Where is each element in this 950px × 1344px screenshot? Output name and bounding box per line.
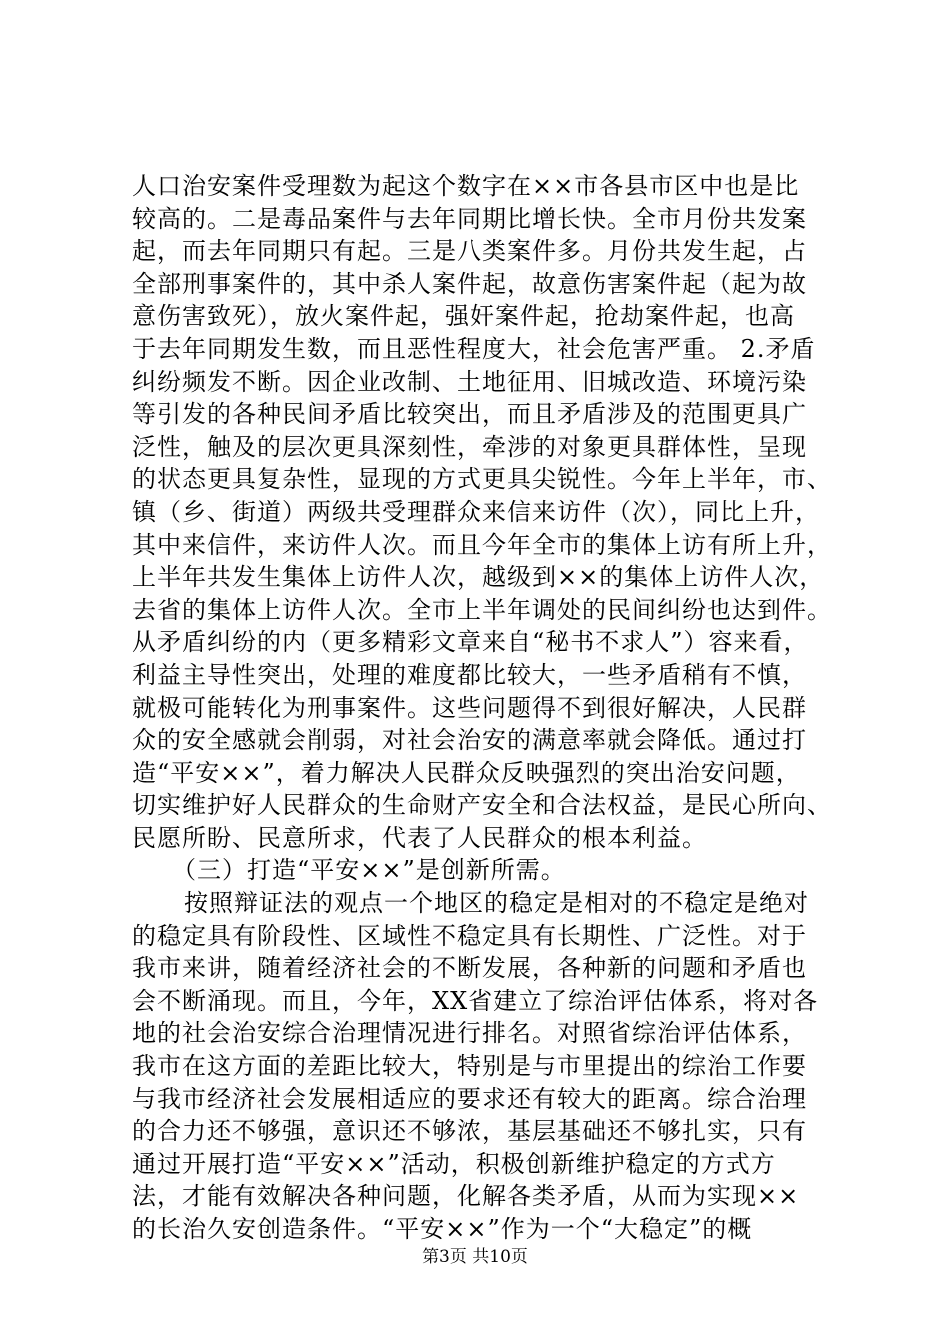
text-line: 切实维护好人民群众的生命财产安全和合法权益，是民心所向、 xyxy=(132,791,832,820)
text-line: 人口治安案件受理数为起这个数字在××市各县市区中也是比 xyxy=(132,172,800,200)
page-body xyxy=(132,170,832,1246)
text-line: 造“平安××”，着力解决人民群众反映强烈的突出治安问题， xyxy=(132,758,801,787)
text-line: 意伤害致死），放火案件起，强奸案件起，抢劫案件起，也高 xyxy=(132,302,795,331)
text-line: 泛性，触及的层次更具深刻性，牵涉的对象更具群体性，呈现 xyxy=(132,432,807,461)
text-line: 我市在这方面的差距比较大，特别是与市里提出的综治工作要 xyxy=(132,1052,807,1081)
text-line: 民愿所盼、民意所求，代表了人民群众的根本利益。 xyxy=(132,823,707,852)
text-line: 的合力还不够强，意识还不够浓，基层基础还不够扎实，只有 xyxy=(132,1117,807,1146)
text-line: 地的社会治安综合治理情况进行排名。对照省综治评估体系， xyxy=(132,1019,807,1048)
text-line: 去省的集体上访件人次。全市上半年调处的民间纠纷也达到件。 xyxy=(132,595,832,624)
text-line: 等引发的各种民间矛盾比较突出，而且矛盾涉及的范围更具广 xyxy=(132,400,807,429)
text-line: 利益主导性突出，处理的难度都比较大，一些矛盾稍有不慎， xyxy=(132,660,807,689)
text-line: 法，才能有效解决各种问题，化解各类矛盾，从而为实现×× xyxy=(132,1182,800,1211)
text-line: 我市来讲，随着经济社会的不断发展，各种新的问题和矛盾也 xyxy=(132,954,807,983)
text-line: 通过开展打造“平安××”活动，积极创新维护稳定的方式方 xyxy=(132,1149,776,1178)
text-line: 的稳定具有阶段性、区域性不稳定具有长期性、广泛性。对于 xyxy=(132,921,807,950)
text-line: 起，而去年同期只有起。三是八类案件多。月份共发生起，占 xyxy=(132,237,807,266)
text-line: 较高的。二是毒品案件与去年同期比增长快。全市月份共发案 xyxy=(132,204,807,233)
text-line: 全部刑事案件的，其中杀人案件起，故意伤害案件起（起为故 xyxy=(132,269,807,298)
text-line: 其中来信件，来访件人次。而且今年全市的集体上访有所上升， xyxy=(132,530,832,559)
text-line: 的长治久安创造条件。“平安××”作为一个“大稳定”的概 xyxy=(132,1215,753,1243)
text-line: 就极可能转化为刑事案件。这些问题得不到很好解决，人民群 xyxy=(132,693,807,722)
text-line: 的状态更具复杂性，显现的方式更具尖锐性。今年上半年，市、 xyxy=(132,465,832,494)
text-line: 上半年共发生集体上访件人次，越级到××的集体上访件人次， xyxy=(132,563,825,592)
text-line: 从矛盾纠纷的内（更多精彩文章来自“秘书不求人”）容来看， xyxy=(132,628,809,657)
text-line: 纠纷频发不断。因企业改制、土地征用、旧城改造、环境污染 xyxy=(132,367,807,396)
text-line: 与我市经济社会发展相适应的要求还有较大的距离。综合治理 xyxy=(132,1084,807,1113)
section-heading: （三）打造“平安××”是创新所需。 xyxy=(172,856,566,885)
paragraph-first-line: 按照辩证法的观点一个地区的稳定是相对的不稳定是绝对 xyxy=(184,889,809,918)
text-line: 镇（乡、街道）两级共受理群众来信来访件（次），同比上升， xyxy=(132,497,820,526)
page-footer: 第3页 共10页 xyxy=(422,1247,528,1267)
text-line: 会不断涌现。而且，今年，XX省建立了综治评估体系，将对各 xyxy=(132,986,819,1015)
text-line: 众的安全感就会削弱，对社会治安的满意率就会降低。通过打 xyxy=(132,726,807,755)
text-line: 于去年同期发生数，而且恶性程度大，社会危害严重。 2.矛盾 xyxy=(132,334,816,363)
